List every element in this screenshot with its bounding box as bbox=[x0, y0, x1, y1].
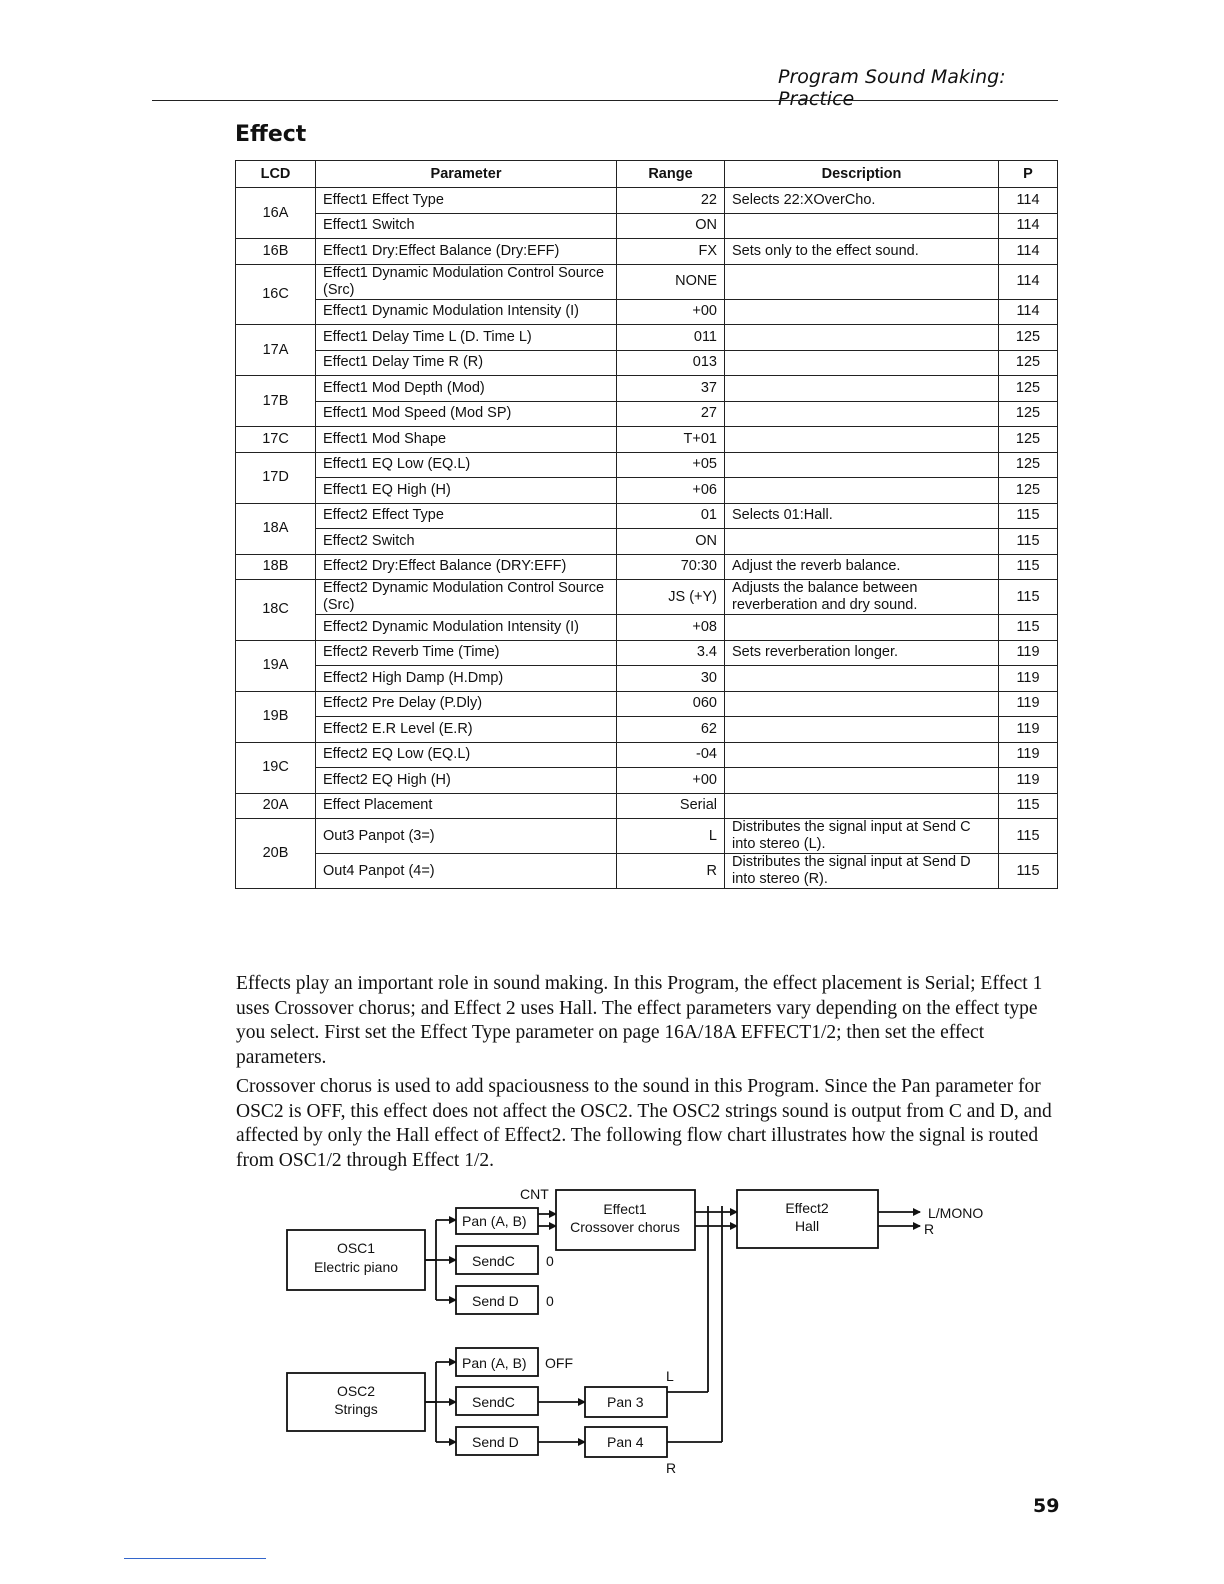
lcd-cell: 16B bbox=[236, 239, 316, 265]
effect1-type: Crossover chorus bbox=[570, 1219, 680, 1235]
page-cell: 114 bbox=[999, 239, 1058, 265]
range-cell: 62 bbox=[617, 717, 725, 743]
osc1-sendd-value: 0 bbox=[546, 1293, 554, 1309]
table-row bbox=[236, 529, 1058, 555]
page-cell: 114 bbox=[999, 264, 1058, 299]
r-output-label: R bbox=[666, 1460, 677, 1476]
description-cell: Adjusts the balance between reverberation and dry sound. bbox=[725, 580, 999, 615]
description-cell: Sets only to the effect sound. bbox=[725, 239, 999, 265]
parameter-cell: Out4 Panpot (4=) bbox=[316, 854, 617, 889]
effect2-name: Effect2 bbox=[785, 1200, 829, 1216]
range-cell: 30 bbox=[617, 666, 725, 692]
range-cell: +00 bbox=[617, 299, 725, 325]
parameter-cell: Effect1 Switch bbox=[316, 213, 617, 239]
pan4-label: Pan 4 bbox=[607, 1434, 644, 1450]
osc1-sendd-label: Send D bbox=[472, 1293, 519, 1309]
lcd-cell: 19A bbox=[236, 640, 316, 691]
range-cell: 70:30 bbox=[617, 554, 725, 580]
range-cell: T+01 bbox=[617, 427, 725, 453]
parameter-cell: Effect2 EQ High (H) bbox=[316, 768, 617, 794]
parameter-cell: Effect2 EQ Low (EQ.L) bbox=[316, 742, 617, 768]
effect2-type: Hall bbox=[794, 1218, 820, 1234]
page-cell: 125 bbox=[999, 427, 1058, 453]
description-cell bbox=[725, 529, 999, 555]
table-row bbox=[236, 793, 1058, 819]
parameter-cell: Effect2 E.R Level (E.R) bbox=[316, 717, 617, 743]
page-cell: 125 bbox=[999, 325, 1058, 351]
range-cell: 37 bbox=[617, 376, 725, 402]
range-cell: ON bbox=[617, 213, 725, 239]
description-cell bbox=[725, 615, 999, 641]
range-cell: +00 bbox=[617, 768, 725, 794]
osc2-sound: Strings bbox=[334, 1401, 378, 1417]
range-cell: 3.4 bbox=[617, 640, 725, 666]
description-cell bbox=[725, 478, 999, 504]
osc2-name: OSC2 bbox=[336, 1383, 376, 1399]
lcd-cell: 17B bbox=[236, 376, 316, 427]
parameter-cell: Effect1 Delay Time R (R) bbox=[316, 350, 617, 376]
range-cell: Serial bbox=[617, 793, 725, 819]
osc2-sendd-label: Send D bbox=[472, 1434, 519, 1450]
parameter-cell: Effect2 Dry:Effect Balance (DRY:EFF) bbox=[316, 554, 617, 580]
range-cell: 060 bbox=[617, 691, 725, 717]
table-row bbox=[236, 452, 1058, 478]
osc1-sendc-label: SendC bbox=[472, 1253, 515, 1269]
description-cell: Adjust the reverb balance. bbox=[725, 554, 999, 580]
table-row bbox=[236, 742, 1058, 768]
table-row bbox=[236, 264, 1058, 299]
table-row bbox=[236, 580, 1058, 615]
page-cell: 125 bbox=[999, 452, 1058, 478]
page-cell: 119 bbox=[999, 640, 1058, 666]
description-cell bbox=[725, 768, 999, 794]
parameter-cell: Effect1 Dynamic Modulation Intensity (I) bbox=[316, 299, 617, 325]
page-cell: 115 bbox=[999, 854, 1058, 889]
description-cell bbox=[725, 793, 999, 819]
parameter-cell: Effect1 Delay Time L (D. Time L) bbox=[316, 325, 617, 351]
out-lmono-label: L/MONO bbox=[928, 1205, 984, 1221]
page-cell: 114 bbox=[999, 213, 1058, 239]
page-cell: 119 bbox=[999, 717, 1058, 743]
description-cell bbox=[725, 213, 999, 239]
page-cell: 125 bbox=[999, 478, 1058, 504]
description-cell bbox=[725, 452, 999, 478]
table-row bbox=[236, 691, 1058, 717]
osc1-sound: Electric piano bbox=[313, 1259, 399, 1275]
lcd-cell: 16A bbox=[236, 188, 316, 239]
description-cell: Selects 22:XOverCho. bbox=[725, 188, 999, 214]
page-cell: 119 bbox=[999, 666, 1058, 692]
col-header-parameter: Parameter bbox=[316, 161, 617, 188]
description-cell bbox=[725, 264, 999, 299]
page-cell: 115 bbox=[999, 554, 1058, 580]
page-cell: 114 bbox=[999, 299, 1058, 325]
parameter-cell: Effect1 Dry:Effect Balance (Dry:EFF) bbox=[316, 239, 617, 265]
parameter-cell: Effect2 Reverb Time (Time) bbox=[316, 640, 617, 666]
table-body bbox=[236, 188, 1058, 889]
description-cell: Distributes the signal input at Send D into stereo (R). bbox=[725, 854, 999, 889]
table-row bbox=[236, 376, 1058, 402]
osc1-name: OSC1 bbox=[336, 1240, 376, 1256]
parameter-cell: Effect1 EQ High (H) bbox=[316, 478, 617, 504]
page-cell: 115 bbox=[999, 580, 1058, 615]
range-cell: 22 bbox=[617, 188, 725, 214]
page-cell: 115 bbox=[999, 793, 1058, 819]
page-cell: 115 bbox=[999, 615, 1058, 641]
description-cell bbox=[725, 350, 999, 376]
col-header-lcd: LCD bbox=[236, 161, 316, 188]
table-row bbox=[236, 554, 1058, 580]
lcd-cell: 18A bbox=[236, 503, 316, 554]
description-cell bbox=[725, 299, 999, 325]
running-header: Program Sound Making: Practice bbox=[778, 66, 1006, 110]
lcd-cell: 17D bbox=[236, 452, 316, 503]
lcd-cell: 20A bbox=[236, 793, 316, 819]
parameter-cell: Effect2 Effect Type bbox=[316, 503, 617, 529]
osc2-pan-label: Pan (A, B) bbox=[462, 1355, 527, 1371]
parameter-cell: Effect2 Dynamic Modulation Intensity (I) bbox=[316, 615, 617, 641]
description-cell bbox=[725, 427, 999, 453]
osc1-sendc-value: 0 bbox=[546, 1253, 554, 1269]
table-row bbox=[236, 717, 1058, 743]
parameter-cell: Effect1 Mod Depth (Mod) bbox=[316, 376, 617, 402]
parameter-cell: Effect Placement bbox=[316, 793, 617, 819]
range-cell: +08 bbox=[617, 615, 725, 641]
col-header-page: P bbox=[999, 161, 1058, 188]
lcd-cell: 20B bbox=[236, 819, 316, 889]
parameter-cell: Effect2 Dynamic Modulation Control Source (Src) bbox=[316, 580, 617, 615]
range-cell: NONE bbox=[617, 264, 725, 299]
osc1-pan-label: Pan (A, B) bbox=[462, 1213, 527, 1229]
description-cell bbox=[725, 401, 999, 427]
page-cell: 114 bbox=[999, 188, 1058, 214]
paragraph-1: Effects play an important role in sound making. In this Program, the effect placement is Serial; Effect 1 uses Crossover chorus; and Effect 2 uses Hall. The effect parameters vary depending on the effect type you select. First set the Effect Type parameter on page 16A/18A EFFECT1/2; then set the effect parameters. bbox=[236, 973, 1043, 1068]
description-cell bbox=[725, 691, 999, 717]
table-row bbox=[236, 401, 1058, 427]
description-cell bbox=[725, 717, 999, 743]
lcd-cell: 17A bbox=[236, 325, 316, 376]
table-row bbox=[236, 213, 1058, 239]
table-header-row bbox=[236, 161, 1058, 188]
parameter-cell: Effect2 Switch bbox=[316, 529, 617, 555]
signal-flow-diagram bbox=[270, 1180, 1010, 1480]
page-cell: 119 bbox=[999, 742, 1058, 768]
range-cell: 01 bbox=[617, 503, 725, 529]
page-cell: 125 bbox=[999, 376, 1058, 402]
table-row bbox=[236, 239, 1058, 265]
table-row bbox=[236, 325, 1058, 351]
range-cell: JS (+Y) bbox=[617, 580, 725, 615]
range-cell: 27 bbox=[617, 401, 725, 427]
osc2-pan-value: OFF bbox=[545, 1355, 573, 1371]
page-cell: 125 bbox=[999, 350, 1058, 376]
description-cell: Sets reverberation longer. bbox=[725, 640, 999, 666]
table-row bbox=[236, 350, 1058, 376]
table-row bbox=[236, 854, 1058, 889]
description-cell bbox=[725, 666, 999, 692]
description-cell bbox=[725, 742, 999, 768]
range-cell: +05 bbox=[617, 452, 725, 478]
parameter-cell: Effect1 Effect Type bbox=[316, 188, 617, 214]
range-cell: R bbox=[617, 854, 725, 889]
effect1-name: Effect1 bbox=[603, 1201, 647, 1217]
l-output-label: L bbox=[666, 1368, 674, 1384]
page-cell: 115 bbox=[999, 529, 1058, 555]
lcd-cell: 16C bbox=[236, 264, 316, 325]
lcd-cell: 17C bbox=[236, 427, 316, 453]
parameter-cell: Out3 Panpot (3=) bbox=[316, 819, 617, 854]
page-cell: 119 bbox=[999, 691, 1058, 717]
range-cell: ON bbox=[617, 529, 725, 555]
range-cell: +06 bbox=[617, 478, 725, 504]
paragraph-2: Crossover chorus is used to add spaciousness to the sound in this Program. Since the Pan parameter for OSC2 is OFF, this effect does not affect the OSC2. The OSC2 strings sound is output from C and D, and affected by only the Hall effect of Effect2. The following flow chart illustrates how the signal is routed from OSC1/2 through Effect 1/2. bbox=[236, 1076, 1052, 1171]
parameter-cell: Effect1 Mod Shape bbox=[316, 427, 617, 453]
out-r-label: R bbox=[924, 1221, 935, 1237]
effect-parameter-table bbox=[235, 160, 1058, 889]
lcd-cell: 18C bbox=[236, 580, 316, 641]
range-cell: L bbox=[617, 819, 725, 854]
description-cell: Distributes the signal input at Send C into stereo (L). bbox=[725, 819, 999, 854]
description-cell bbox=[725, 325, 999, 351]
range-cell: 011 bbox=[617, 325, 725, 351]
table-row bbox=[236, 819, 1058, 854]
page-cell: 125 bbox=[999, 401, 1058, 427]
col-header-description: Description bbox=[725, 161, 999, 188]
table-row bbox=[236, 478, 1058, 504]
table-row bbox=[236, 768, 1058, 794]
range-cell: -04 bbox=[617, 742, 725, 768]
page-cell: 119 bbox=[999, 768, 1058, 794]
parameter-cell: Effect1 Mod Speed (Mod SP) bbox=[316, 401, 617, 427]
section-title: Effect bbox=[235, 122, 307, 147]
description-cell: Selects 01:Hall. bbox=[725, 503, 999, 529]
header-rule bbox=[152, 100, 1058, 101]
range-cell: FX bbox=[617, 239, 725, 265]
parameter-cell: Effect1 EQ Low (EQ.L) bbox=[316, 452, 617, 478]
osc2-sendc-label: SendC bbox=[472, 1394, 515, 1410]
table-row bbox=[236, 666, 1058, 692]
range-cell: 013 bbox=[617, 350, 725, 376]
footer-rule bbox=[124, 1558, 266, 1559]
col-header-range: Range bbox=[617, 161, 725, 188]
table-row bbox=[236, 299, 1058, 325]
cnt-label: CNT bbox=[520, 1186, 549, 1202]
table-row bbox=[236, 503, 1058, 529]
pan3-label: Pan 3 bbox=[607, 1394, 644, 1410]
description-cell bbox=[725, 376, 999, 402]
lcd-cell: 18B bbox=[236, 554, 316, 580]
page-cell: 115 bbox=[999, 503, 1058, 529]
parameter-cell: Effect2 Pre Delay (P.Dly) bbox=[316, 691, 617, 717]
lcd-cell: 19B bbox=[236, 691, 316, 742]
table-row bbox=[236, 615, 1058, 641]
parameter-cell: Effect1 Dynamic Modulation Control Source (Src) bbox=[316, 264, 617, 299]
lcd-cell: 19C bbox=[236, 742, 316, 793]
table-row bbox=[236, 427, 1058, 453]
table-row bbox=[236, 188, 1058, 214]
page-number: 59 bbox=[1033, 1495, 1060, 1517]
parameter-cell: Effect2 High Damp (H.Dmp) bbox=[316, 666, 617, 692]
page-cell: 115 bbox=[999, 819, 1058, 854]
table-row bbox=[236, 640, 1058, 666]
